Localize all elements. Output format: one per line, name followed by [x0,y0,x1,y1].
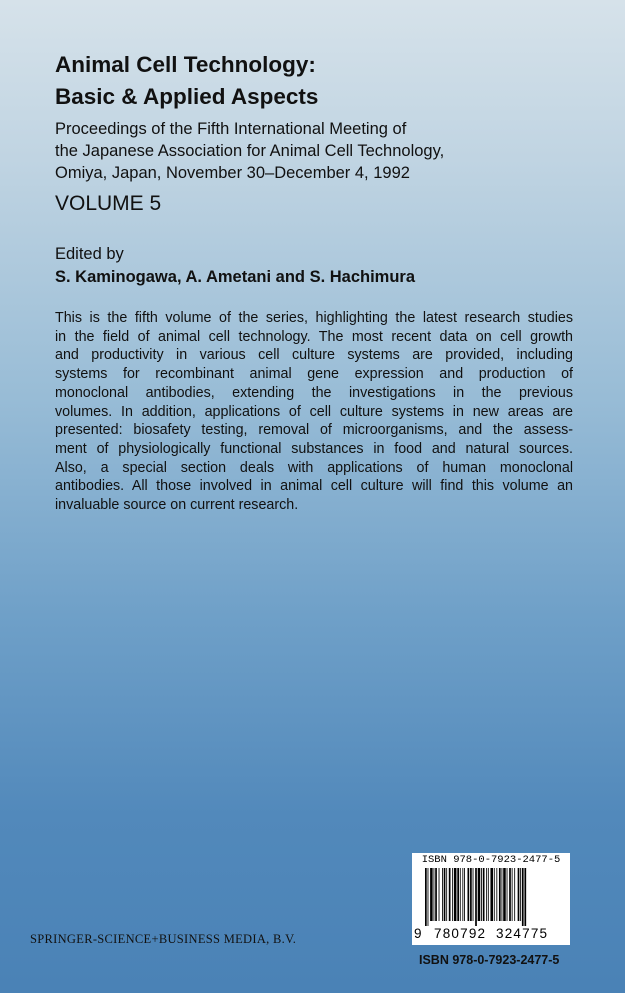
barcode-bar [483,868,485,921]
description-blurb [55,309,573,515]
barcode-bar [444,868,446,921]
barcode-bar [464,868,465,921]
description-line: invaluable source on current research. [55,497,299,514]
barcode-bar [514,868,515,921]
barcode-bar [502,868,503,921]
barcode-bar [457,868,459,921]
barcode-bar [524,868,526,926]
proceedings-line-2: the Japanese Association for Animal Cell Technology, [55,142,445,160]
barcode-bar [434,868,435,921]
barcode-bar [439,868,440,921]
barcode-bar [490,868,493,921]
barcode-bar [518,868,520,921]
editors-names: S. Kaminogawa, A. Ametani and S. Hachimura [55,268,416,286]
description-line: and productivity in various cell culture systems are provided, including [55,347,573,364]
barcode-bar [435,868,437,921]
barcode-bar [449,868,451,921]
barcode-digit-lead: 9 [414,926,422,941]
barcode-bar [488,868,489,921]
description-line: systems for recombinant animal gene expression and production of [55,366,573,383]
barcode-bar [428,868,429,926]
barcode-bar [452,868,453,921]
barcode-bar [446,868,447,921]
barcode-bar [522,868,524,926]
barcode-bar [512,868,513,921]
description-line: Also, a special section deals with applications of human monoclonal [55,459,573,476]
barcode-bar [470,868,472,921]
isbn-number: ISBN 978-0-7923-2477-5 [419,953,560,967]
barcode-isbn-label: ISBN 978-0-7923-2477-5 [421,854,561,866]
barcode-bar [486,868,487,921]
description-line: This is the fifth volume of the series, highlighting the latest research studies [55,310,573,326]
publisher-name: SPRINGER-SCIENCE+BUSINESS MEDIA, B.V. [30,932,297,946]
barcode-bar [503,868,506,921]
barcode-bar [460,868,461,921]
description-line: ment of physiologically functional substances in food and natural sources. [55,440,573,457]
book-title [55,49,318,113]
barcode-bar [499,868,501,921]
barcode-bar [454,868,457,921]
isbn-barcode [412,853,570,945]
description-line: antibodies. All those involved in animal cell culture will find this volume an [55,478,573,495]
barcode-bar [473,868,474,921]
book-title-line-2: Basic & Applied Aspects [55,84,319,109]
barcode-bars [424,868,558,926]
description-line: in the field of animal cell technology. The most recent data on cell growth [55,328,573,345]
barcode-digits-group-2: 324775 [496,926,549,941]
barcode-bar [468,868,470,921]
volume-label: VOLUME 5 [55,192,162,215]
edited-by-label: Edited by [55,245,124,263]
book-title-line-1: Animal Cell Technology: [55,52,316,77]
barcode-bar [425,868,427,926]
barcode-bar [509,868,511,921]
barcode-bar [481,868,482,921]
barcode-bar [462,868,463,921]
barcode-bar [507,868,508,921]
description-line: monoclonal antibodies, extending the investigations in the previous [55,384,573,401]
proceedings-line-1: Proceedings of the Fifth International Meeting of [55,120,407,138]
proceedings-subtitle [55,118,444,184]
barcode-bar [520,868,521,921]
barcode-bar [430,868,433,921]
description-line: volumes. In addition, applications of cell culture systems in new areas are [55,403,573,420]
barcode-bar [442,868,443,921]
description-line: presented: biosafety testing, removal of microorganisms, and the assess- [55,422,573,439]
barcode-bar [494,868,495,921]
barcode-bar [475,868,477,926]
proceedings-line-3: Omiya, Japan, November 30–December 4, 1992 [55,164,410,182]
barcode-bar [496,868,497,921]
barcode-bar [478,868,481,921]
barcode-digits-group-1: 780792 [434,926,487,941]
